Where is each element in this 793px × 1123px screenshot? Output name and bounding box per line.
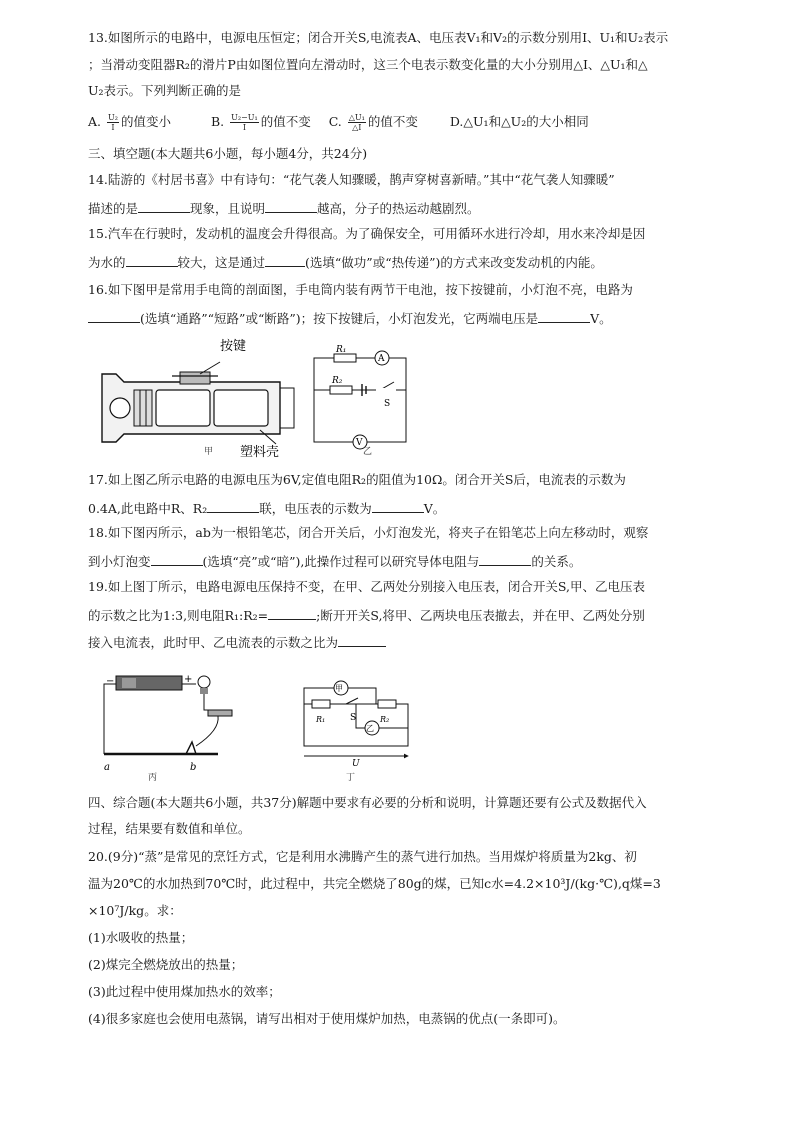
q15-line2: 为水的 较大，这是通过 (选填“做功”或“热传递”)的方式来改变发动机的内能。 (88, 255, 603, 270)
q18-line1: 18.如下图丙所示，ab为一根铅笔芯，闭合开关后，小灯泡发光，将夹子在铅笔芯上向左移动时，观察 (88, 525, 649, 540)
circuit-ding-diagram (304, 681, 408, 769)
q13-line1: 13.如图所示的电路中，电源电压恒定；闭合开关S,电流表A、电压表V₁和V₂的示数分别用I、U₁和U₂表示 (88, 30, 669, 45)
q20-line1: 20.(9分)“蒸”是常见的烹饪方式，它是利用水沸腾产生的蒸气进行加热。当用煤炉将质量为2kg、初 (88, 849, 637, 864)
section-3-heading: 三、填空题(本大题共6小题，每小题4分，共24分) (88, 146, 368, 161)
figure-2 (100, 670, 420, 782)
r1-label: R₁ (336, 345, 347, 355)
answer-blank[interactable] (265, 253, 305, 267)
answer-blank[interactable] (338, 633, 386, 647)
endpoint-a: a (104, 762, 110, 773)
q19-line1: 19.如上图丁所示，电路电源电压保持不变，在甲、乙两处分别接入电压表，闭合开关S,甲、乙电压表 (88, 579, 645, 594)
q13-option-c: C. $\frac{\text{△U₁}}{\triangle I}$ 的值不变 (328, 113, 418, 132)
answer-blank[interactable] (372, 499, 424, 513)
q13-option-a: A. $\frac{\text{U₂}}{I}$ 的值变小 (88, 113, 171, 132)
q18-line2: 到小灯泡变 (选填“亮”或“暗”),此操作过程可以研究导体电阻与 的关系。 (88, 554, 582, 569)
q19-line3: 接入电流表，此时甲、乙电流表的示数之比为 (88, 633, 386, 651)
meter-yi-label: 乙 (366, 724, 374, 733)
answer-blank[interactable] (265, 199, 317, 213)
q17-line2: 0.4A,此电路中R、R₂ 联，电压表的示数为 V。 (88, 501, 446, 516)
r2-label: R₂ (332, 376, 343, 386)
ammeter-label: A (378, 354, 385, 364)
shell-label: 塑料壳 (240, 445, 280, 460)
section-4-heading-cont: 过程，结果要有数值和单位。 (88, 821, 251, 836)
q13-option-b: B. $\frac{\text{U₂−U₁}}{I}$ 的值不变 (210, 113, 311, 132)
q13-line2: ；当滑动变阻器R₂的滑片P由如图位置向左滑动时，这三个电表示数变化量的大小分别用△I、△U₁和△ (88, 57, 648, 72)
q14-line1: 14.陆游的《村居书喜》中有诗句：“花气袭人知骤暖，鹊声穿树喜新晴。”其中“花气袭人知骤暖” (88, 172, 615, 187)
q13-line3: U₂表示。下列判断正确的是 (88, 83, 242, 98)
answer-blank[interactable] (88, 309, 140, 323)
circuit-yi-diagram (314, 345, 406, 449)
fraction: $\frac{\text{U₂}}{I}$ (108, 113, 118, 132)
q16-line1: 16.如下图甲是常用手电筒的剖面图，手电筒内装有两节干电池，按下按键前，小灯泡不亮，电路为 (88, 282, 633, 297)
q15-line1: 15.汽车在行驶时，发动机的温度会升得很高。为了确保安全，可用循环水进行冷却，用水来冷却是因 (88, 226, 646, 241)
figure-1 (100, 334, 420, 460)
q13-option-d: D.△U₁和△U₂的大小相同 (449, 114, 589, 129)
answer-blank[interactable] (268, 606, 316, 620)
figure-caption-yi: 乙 (363, 447, 373, 457)
fraction: $\frac{\text{△U₁}}{\triangle I}$ (348, 113, 365, 132)
figure-caption-jia: 甲 (204, 447, 214, 457)
plus-terminal: + (184, 674, 193, 685)
button-label: 按键 (220, 339, 247, 354)
q20-part4: (4)很多家庭也会使用电蒸锅，请写出相对于使用煤炉加热，电蒸锅的优点(一条即可)。 (88, 1011, 566, 1026)
figure-caption-bing: 丙 (148, 773, 158, 783)
q17-line1: 17.如上图乙所示电路的电源电压为6V,定值电阻R₂的阻值为10Ω。闭合开关S后，电流表的示数为 (88, 472, 626, 487)
q19-line2: 的示数之比为1:3,则电阻R₁:R₂= ;断开开关S,将甲、乙两块电压表撤去，并在甲、乙两处分别 (88, 608, 645, 623)
r1-label: R₁ (316, 715, 326, 724)
q20-part2: (2)煤完全燃烧放出的热量； (88, 957, 244, 972)
answer-blank[interactable] (151, 552, 203, 566)
r2-label: R₂ (380, 715, 390, 724)
voltage-u-label: U (352, 759, 360, 769)
q20-line3: ×10⁷J/kg。求： (88, 903, 182, 918)
q20-part1: (1)水吸收的热量； (88, 930, 194, 945)
figure-caption-ding: 丁 (346, 773, 356, 783)
answer-blank[interactable] (138, 199, 190, 213)
switch-label: S (350, 713, 357, 723)
minus-terminal: − (106, 676, 115, 687)
answer-blank[interactable] (207, 499, 259, 513)
flashlight-diagram (102, 362, 294, 444)
voltmeter-label: V (356, 438, 363, 448)
answer-blank[interactable] (479, 552, 531, 566)
q20-part3: (3)此过程中使用煤加热水的效率； (88, 984, 281, 999)
switch-label: S (384, 399, 391, 409)
meter-jia-label: 甲 (335, 684, 343, 693)
answer-blank[interactable] (538, 309, 590, 323)
q16-line2: (选填“通路”“短路”或“断路”)；按下按键后，小灯泡发光，它两端电压是 V。 (88, 309, 612, 327)
q14-line2: 描述的是 现象，且说明 越高，分子的热运动越剧烈。 (88, 201, 480, 216)
answer-blank[interactable] (126, 253, 178, 267)
section-4-heading: 四、综合题(本大题共6小题，共37分)解题中要求有必要的分析和说明，计算题还要有公式及数据代入 (88, 795, 647, 810)
endpoint-b: b (190, 762, 197, 773)
fraction: $\frac{\text{U₂−U₁}}{I}$ (231, 113, 258, 132)
q20-line2: 温为20℃的水加热到70℃时，此过程中，共完全燃烧了80g的煤，已知c水=4.2×10³J/(kg·℃),q煤=3 (88, 876, 661, 891)
q13-options (88, 113, 589, 132)
pencil-lead-circuit (104, 674, 232, 773)
